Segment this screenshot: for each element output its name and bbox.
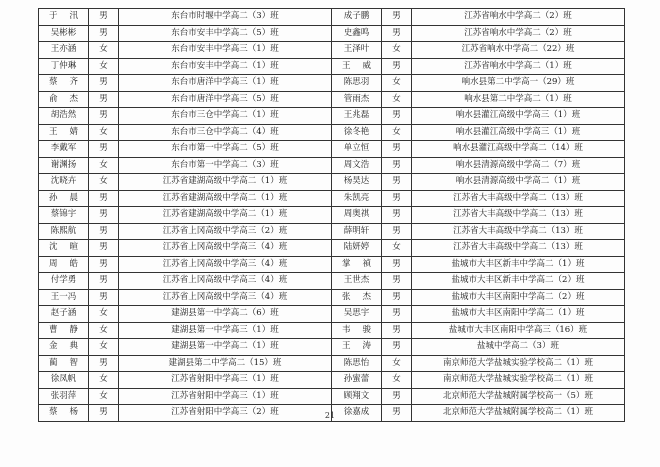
name-part: 静 xyxy=(69,324,79,335)
student-name-cell xyxy=(332,58,382,75)
name-part: 王 xyxy=(341,341,351,351)
student-name-cell xyxy=(332,306,382,323)
gender-cell: 男 xyxy=(382,273,412,290)
gender-cell: 女 xyxy=(89,42,119,59)
name-part: 徐嘉成 xyxy=(343,407,370,417)
gender-cell: 男 xyxy=(89,9,119,26)
school-class-cell: 江苏省建湖高级中学高二（1）班 xyxy=(119,174,332,191)
name-part: 智 xyxy=(69,357,79,368)
gender-cell: 男 xyxy=(89,108,119,125)
school-class-cell: 江苏省大丰高级中学高二（13）班 xyxy=(412,240,625,257)
school-class-cell: 江苏省大丰高级中学高二（13）班 xyxy=(412,207,625,224)
school-class-cell: 江苏省大丰高级中学高二（13）班 xyxy=(412,190,625,207)
name-part: 齐 xyxy=(69,77,79,87)
name-part: 杰 xyxy=(362,291,372,302)
school-class-cell: 响水县灌江高级中学高二（14）班 xyxy=(412,141,625,158)
gender-cell: 男 xyxy=(89,141,119,158)
gender-cell: 男 xyxy=(89,207,119,224)
table-row xyxy=(39,42,625,59)
student-name-cell xyxy=(332,75,382,92)
name-part: 王 xyxy=(341,60,351,71)
gender-cell: 男 xyxy=(89,25,119,42)
name-part: 韦 xyxy=(341,324,351,335)
gender-cell: 男 xyxy=(382,339,412,356)
name-part: 赵子涵 xyxy=(50,308,77,318)
school-class-cell: 建湖县第一中学高三（1）班 xyxy=(119,322,332,339)
gender-cell: 男 xyxy=(89,355,119,372)
gender-cell: 男 xyxy=(382,207,412,224)
school-class-cell: 江苏省射阳中学高三（2）班 xyxy=(119,405,332,422)
school-class-cell: 江苏省建湖高级中学高二（1）班 xyxy=(119,207,332,224)
gender-cell: 女 xyxy=(89,372,119,389)
gender-cell: 男 xyxy=(89,405,119,422)
student-name-cell xyxy=(332,91,382,108)
name-part: 婧 xyxy=(69,126,79,137)
gender-cell: 男 xyxy=(382,157,412,174)
gender-cell: 男 xyxy=(382,174,412,191)
gender-cell: 男 xyxy=(382,58,412,75)
name-part: 蔡 xyxy=(48,77,58,87)
school-class-cell: 江苏省上冈高级中学高三（4）班 xyxy=(119,256,332,273)
name-part: 张羽萍 xyxy=(50,390,77,401)
gender-cell: 女 xyxy=(89,388,119,405)
school-class-cell: 盐城市大丰区新丰中学高二（2）班 xyxy=(412,273,625,290)
student-name-cell xyxy=(332,108,382,125)
table-row xyxy=(39,306,625,323)
student-name-cell xyxy=(332,339,382,356)
gender-cell: 男 xyxy=(382,289,412,306)
school-class-cell: 南京师范大学盐城实验学校高二（1）班 xyxy=(412,372,625,389)
student-name-cell xyxy=(332,207,382,224)
school-class-cell: 建湖县第二中学高二（15）班 xyxy=(119,355,332,372)
name-part: 王兆磊 xyxy=(343,110,370,120)
school-class-cell: 江苏省射阳中学高三（1）班 xyxy=(119,372,332,389)
gender-cell: 男 xyxy=(89,223,119,240)
table-row xyxy=(39,322,625,339)
school-class-cell: 盐城市大丰区新丰中学高二（1）班 xyxy=(412,256,625,273)
student-name-cell xyxy=(39,273,89,290)
student-name-cell xyxy=(39,289,89,306)
table-row xyxy=(39,289,625,306)
name-part: 沈 xyxy=(48,242,58,252)
student-name-cell xyxy=(332,273,382,290)
student-roster-table xyxy=(38,8,625,422)
school-class-cell: 江苏省上冈高级中学高三（4）班 xyxy=(119,273,332,290)
table-row xyxy=(39,240,625,257)
school-class-cell: 盐城中学高二（3）班 xyxy=(412,339,625,356)
table-row xyxy=(39,256,625,273)
gender-cell: 女 xyxy=(89,322,119,339)
table-row xyxy=(39,339,625,356)
gender-cell: 女 xyxy=(382,91,412,108)
name-part: 陈思怡 xyxy=(343,357,370,368)
school-class-cell: 东台市唐洋中学高三（1）班 xyxy=(119,75,332,92)
student-name-cell xyxy=(332,157,382,174)
school-class-cell: 响水县灌江高级中学高三（1）班 xyxy=(412,124,625,141)
name-part: 徐凤帆 xyxy=(50,374,77,384)
student-name-cell xyxy=(39,306,89,323)
student-name-cell xyxy=(332,289,382,306)
school-class-cell: 江苏省响水中学高二（2）班 xyxy=(412,25,625,42)
student-name-cell xyxy=(332,372,382,389)
school-class-cell: 江苏省建湖高级中学高二（1）班 xyxy=(119,190,332,207)
page-number: 21 xyxy=(324,411,336,420)
name-part: 王一冯 xyxy=(50,291,77,302)
gender-cell: 男 xyxy=(382,306,412,323)
table-row xyxy=(39,25,625,42)
student-name-cell xyxy=(332,174,382,191)
gender-cell: 男 xyxy=(382,256,412,273)
school-class-cell: 建湖县第一中学高二（1）班 xyxy=(119,339,332,356)
name-part: 典 xyxy=(69,341,79,351)
name-part: 付学勇 xyxy=(50,275,77,285)
student-name-cell xyxy=(39,339,89,356)
table-row xyxy=(39,388,625,405)
gender-cell: 男 xyxy=(382,190,412,207)
name-part: 禎 xyxy=(362,258,372,269)
table-row xyxy=(39,273,625,290)
school-class-cell: 江苏省上冈高级中学高三（4）班 xyxy=(119,289,332,306)
student-name-cell xyxy=(332,256,382,273)
school-class-cell: 建湖县第一中学高二（6）班 xyxy=(119,306,332,323)
table-row xyxy=(39,223,625,240)
school-class-cell: 东台市第一中学高二（5）班 xyxy=(119,141,332,158)
student-name-cell xyxy=(39,372,89,389)
student-name-cell xyxy=(39,9,89,26)
school-class-cell: 江苏省射阳中学高三（1）班 xyxy=(119,388,332,405)
gender-cell: 女 xyxy=(382,124,412,141)
gender-cell: 男 xyxy=(89,91,119,108)
gender-cell: 女 xyxy=(89,306,119,323)
student-name-cell xyxy=(332,355,382,372)
student-name-cell xyxy=(39,190,89,207)
name-part: 暄 xyxy=(69,242,79,252)
student-name-cell xyxy=(39,207,89,224)
name-part: 金 xyxy=(48,341,58,351)
school-class-cell: 东台市三仓中学高二（4）班 xyxy=(119,124,332,141)
school-class-cell: 东台市唐洋中学高三（5）班 xyxy=(119,91,332,108)
student-name-cell xyxy=(332,190,382,207)
name-part: 王亦涵 xyxy=(50,44,77,54)
roster-body xyxy=(39,9,625,422)
school-class-cell: 东台市第一中学高二（3）班 xyxy=(119,157,332,174)
gender-cell: 男 xyxy=(89,273,119,290)
name-part: 周 xyxy=(48,258,58,269)
table-row xyxy=(39,141,625,158)
name-part: 管雨杰 xyxy=(343,93,370,104)
student-name-cell xyxy=(39,141,89,158)
name-part: 俞 xyxy=(48,93,58,104)
gender-cell: 男 xyxy=(89,75,119,92)
student-name-cell xyxy=(332,25,382,42)
name-part: 徐冬艳 xyxy=(343,126,370,137)
student-name-cell xyxy=(332,9,382,26)
school-class-cell: 东台市安丰中学高三（1）班 xyxy=(119,42,332,59)
name-part: 杨昊达 xyxy=(343,176,370,186)
table-row xyxy=(39,207,625,224)
table-row xyxy=(39,190,625,207)
name-part: 薛明轩 xyxy=(343,225,370,236)
name-part: 蔺 xyxy=(48,357,58,368)
name-part: 陆妍婷 xyxy=(343,242,370,252)
table-row xyxy=(39,174,625,191)
name-part: 蔡锦宇 xyxy=(50,209,77,219)
name-part: 孙蜜蕾 xyxy=(343,374,370,384)
school-class-cell: 东台市三仓中学高二（1）班 xyxy=(119,108,332,125)
name-part: 李戴军 xyxy=(50,143,77,153)
gender-cell: 男 xyxy=(89,190,119,207)
name-part: 丁仲琳 xyxy=(50,60,77,71)
school-class-cell: 响水县灌江高级中学高三（1）班 xyxy=(412,108,625,125)
student-name-cell xyxy=(39,25,89,42)
gender-cell: 女 xyxy=(382,240,412,257)
student-name-cell xyxy=(332,141,382,158)
name-part: 孙 xyxy=(48,192,58,203)
table-row xyxy=(39,157,625,174)
school-class-cell: 响水县清源高级中学高二（7）班 xyxy=(412,157,625,174)
gender-cell: 女 xyxy=(89,174,119,191)
school-class-cell: 响水县清源高级中学高二（1）班 xyxy=(412,174,625,191)
table-row xyxy=(39,108,625,125)
gender-cell: 女 xyxy=(382,75,412,92)
name-part: 胡浩然 xyxy=(50,110,77,120)
gender-cell: 女 xyxy=(89,58,119,75)
gender-cell: 男 xyxy=(382,141,412,158)
name-part: 王世杰 xyxy=(343,275,370,285)
student-name-cell xyxy=(332,240,382,257)
student-name-cell xyxy=(39,157,89,174)
school-class-cell: 江苏省响水中学高二（2）班 xyxy=(412,9,625,26)
school-class-cell: 东台市时堰中学高二（3）班 xyxy=(119,9,332,26)
school-class-cell: 江苏省大丰高级中学高二（13）班 xyxy=(412,223,625,240)
student-name-cell xyxy=(39,58,89,75)
name-part: 掌 xyxy=(341,258,351,269)
student-name-cell xyxy=(39,174,89,191)
school-class-cell: 北京师范大学盐城附属学校高二（1）班 xyxy=(412,405,625,422)
name-part: 蔡 xyxy=(48,407,58,417)
gender-cell: 女 xyxy=(382,42,412,59)
gender-cell: 男 xyxy=(382,388,412,405)
name-part: 沈晓卉 xyxy=(50,176,77,186)
school-class-cell: 东台市安丰中学高二（5）班 xyxy=(119,25,332,42)
gender-cell: 男 xyxy=(382,108,412,125)
gender-cell: 男 xyxy=(89,256,119,273)
name-part: 顾翔文 xyxy=(343,390,370,401)
gender-cell: 男 xyxy=(382,322,412,339)
gender-cell: 男 xyxy=(89,289,119,306)
table-row xyxy=(39,9,625,26)
name-part: 陈熙航 xyxy=(50,225,77,236)
name-part: 史鑫鸣 xyxy=(343,27,370,38)
table-row xyxy=(39,75,625,92)
table-row xyxy=(39,372,625,389)
school-class-cell: 江苏省响水中学高二（1）班 xyxy=(412,58,625,75)
school-class-cell: 盐城市大丰区南阳中学高二（2）班 xyxy=(412,289,625,306)
school-class-cell: 盐城市大丰区南阳中学高二（1）班 xyxy=(412,306,625,323)
name-part: 汛 xyxy=(69,11,79,21)
name-part: 王泽叶 xyxy=(343,44,370,54)
student-name-cell xyxy=(39,124,89,141)
table-row xyxy=(39,124,625,141)
student-name-cell xyxy=(332,223,382,240)
gender-cell: 男 xyxy=(89,240,119,257)
student-name-cell xyxy=(39,223,89,240)
school-class-cell: 北京师范大学盐城附属学校高一（5）班 xyxy=(412,388,625,405)
school-class-cell: 江苏省上冈高级中学高三（4）班 xyxy=(119,240,332,257)
name-part: 涛 xyxy=(362,341,372,351)
name-part: 单立恒 xyxy=(343,143,370,153)
student-name-cell xyxy=(332,124,382,141)
gender-cell: 女 xyxy=(89,339,119,356)
school-class-cell: 响水县第二中学高一（29）班 xyxy=(412,75,625,92)
name-part: 于 xyxy=(48,11,58,21)
name-part: 皓 xyxy=(69,258,79,269)
school-class-cell: 响水县第二中学高二（1）班 xyxy=(412,91,625,108)
name-part: 曹 xyxy=(48,324,58,335)
name-part: 陈思羽 xyxy=(343,77,370,87)
name-part: 吴彬彬 xyxy=(50,27,77,38)
gender-cell: 女 xyxy=(89,157,119,174)
name-part: 骏 xyxy=(362,324,372,335)
gender-cell: 男 xyxy=(382,405,412,422)
gender-cell: 女 xyxy=(382,372,412,389)
gender-cell: 女 xyxy=(382,355,412,372)
student-name-cell xyxy=(332,388,382,405)
school-class-cell: 江苏省响水中学高二（22）班 xyxy=(412,42,625,59)
student-name-cell xyxy=(39,75,89,92)
name-part: 朱凯亮 xyxy=(343,192,370,203)
student-name-cell xyxy=(39,108,89,125)
table-row xyxy=(39,58,625,75)
name-part: 吴思宇 xyxy=(343,308,370,318)
student-name-cell xyxy=(332,42,382,59)
student-name-cell xyxy=(39,322,89,339)
student-name-cell xyxy=(39,388,89,405)
student-name-cell xyxy=(39,355,89,372)
gender-cell: 男 xyxy=(382,9,412,26)
name-part: 谢渊扬 xyxy=(50,159,77,170)
student-name-cell xyxy=(39,256,89,273)
student-name-cell xyxy=(332,322,382,339)
school-class-cell: 江苏省上冈高级中学高三（2）班 xyxy=(119,223,332,240)
school-class-cell: 南京师范大学盐城实验学校高二（1）班 xyxy=(412,355,625,372)
student-name-cell xyxy=(39,240,89,257)
table-row xyxy=(39,355,625,372)
table-row xyxy=(39,91,625,108)
name-part: 王 xyxy=(48,126,58,137)
student-name-cell xyxy=(39,42,89,59)
name-part: 张 xyxy=(341,291,351,302)
gender-cell: 女 xyxy=(89,124,119,141)
name-part: 周文浩 xyxy=(343,159,370,170)
school-class-cell: 盐城市大丰区南阳中学高三（16）班 xyxy=(412,322,625,339)
name-part: 威 xyxy=(362,60,372,71)
student-name-cell xyxy=(39,91,89,108)
name-part: 成子鹏 xyxy=(343,11,370,21)
gender-cell: 男 xyxy=(382,223,412,240)
name-part: 杨 xyxy=(69,407,79,417)
name-part: 杰 xyxy=(69,93,79,104)
name-part: 周奥祺 xyxy=(343,209,370,219)
school-class-cell: 东台市安丰中学高二（1）班 xyxy=(119,58,332,75)
gender-cell: 男 xyxy=(382,25,412,42)
name-part: 晨 xyxy=(69,192,79,203)
